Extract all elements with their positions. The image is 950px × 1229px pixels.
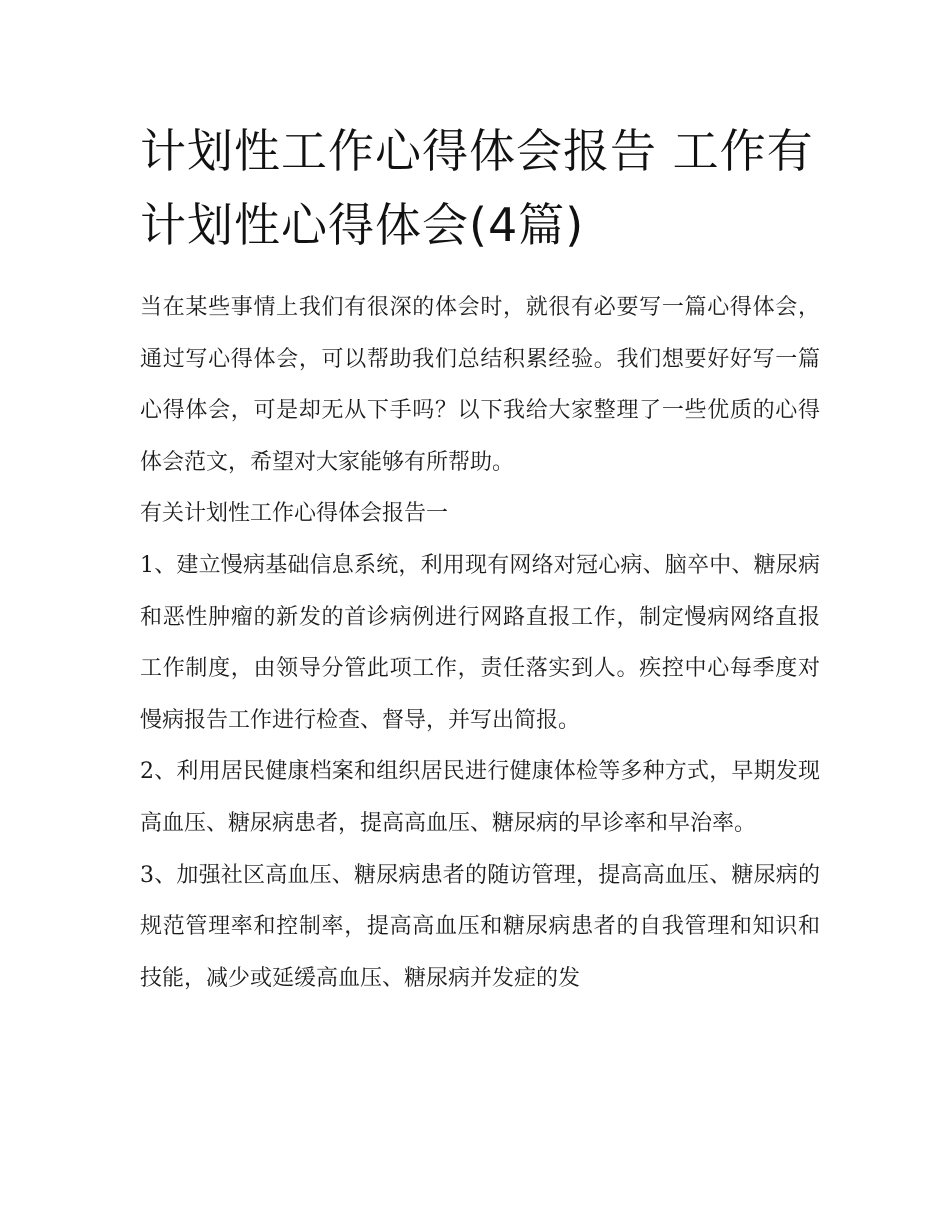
intro-paragraph: 当在某些事情上我们有很深的体会时，就很有必要写一篇心得体会，通过写心得体会，可以帮助我们总结积累经验。我们想要好好写一篇心得体会，可是却无从下手吗？以下我给大家整理了一些优质的心得体会范文，希望对大家能够有所帮助。 [140,295,820,475]
document-title: 计划性工作心得体会报告 工作有计划性心得体会(4篇) [140,124,814,252]
document-body [140,114,820,1004]
list-item-1: 1、建立慢病基础信息系统，利用现有网络对冠心病、脑卒中、糖尿病和恶性肿瘤的新发的首诊病例进行网路直报工作，制定慢病网络直报工作制度，由领导分管此项工作，责任落实到人。疾控中心每季度对慢病报告工作进行检查、督导，并写出简报。 [140,552,820,733]
section-heading: 有关计划性工作心得体会报告一 [140,501,449,527]
list-item-2: 2、利用居民健康档案和组织居民进行健康体检等多种方式，早期发现高血压、糖尿病患者，提高高血压、糖尿病的早诊率和早治率。 [140,759,820,836]
list-item-3: 3、加强社区高血压、糖尿病患者的随访管理，提高高血压、糖尿病的规范管理率和控制率，提高高血压和糖尿病患者的自我管理和知识和技能，减少或延缓高血压、糖尿病并发症的发 [140,862,820,991]
